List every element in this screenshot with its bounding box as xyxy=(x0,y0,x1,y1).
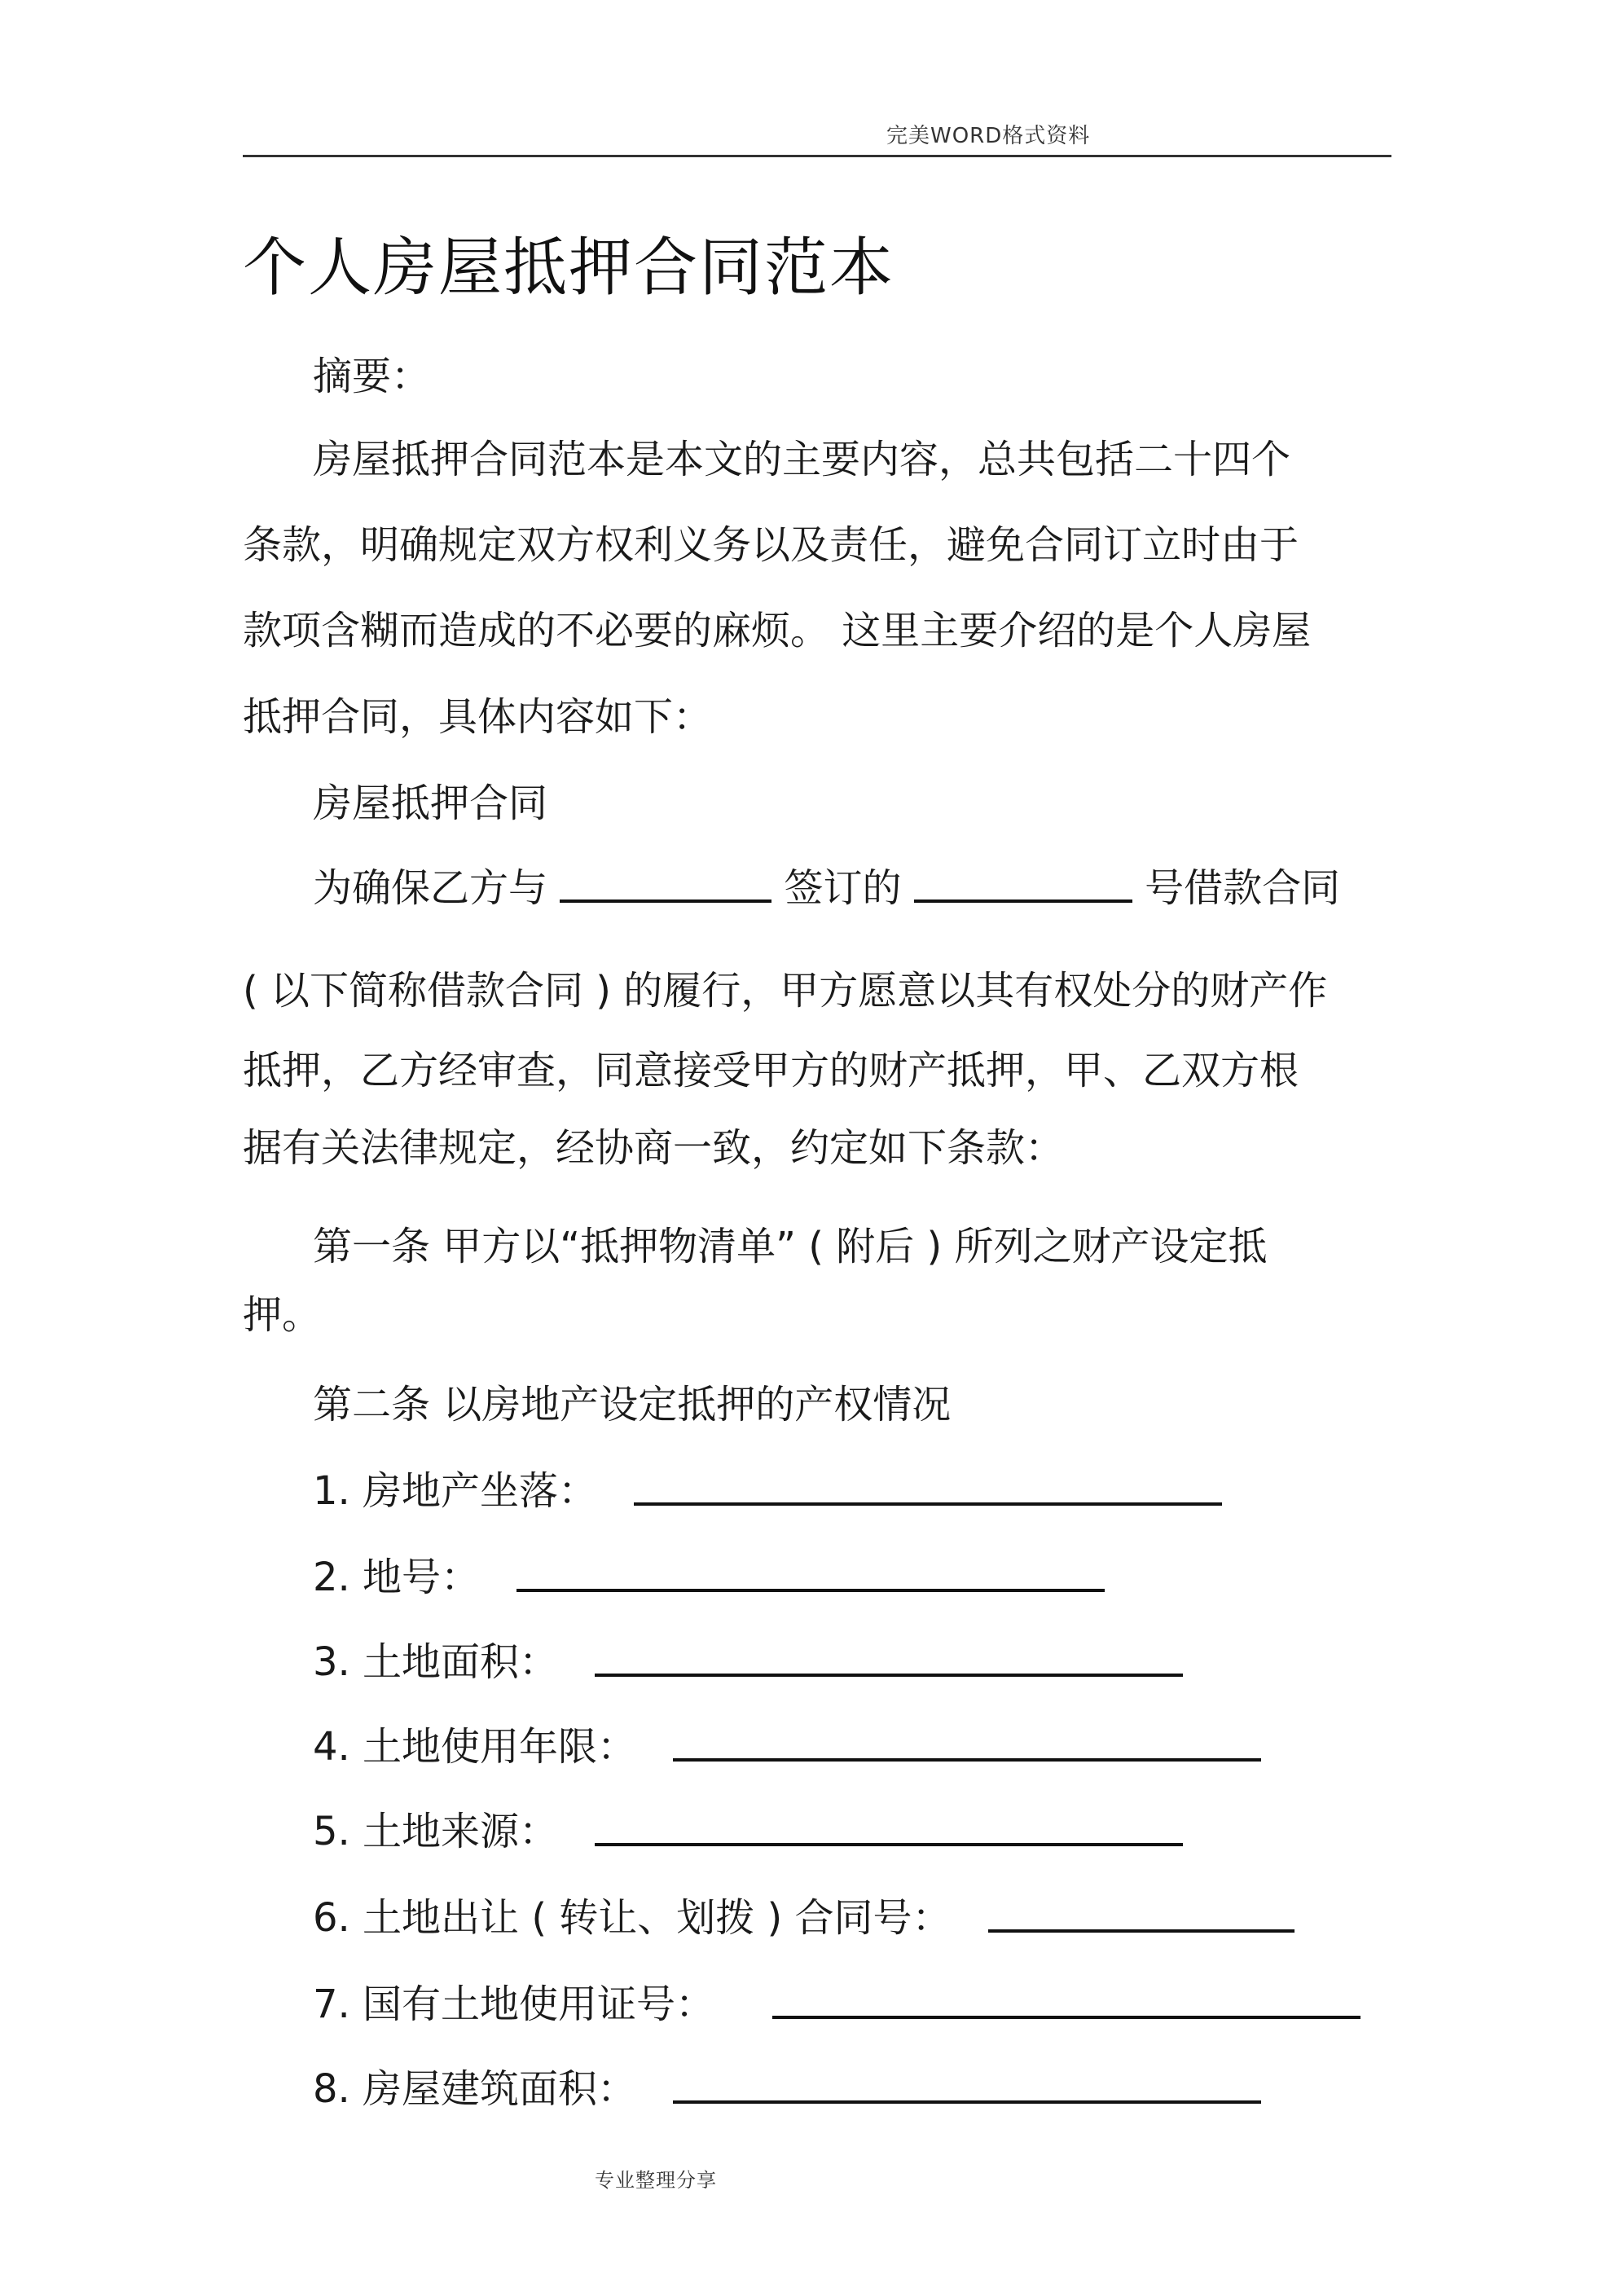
abstract-line: 条款，明确规定双方权利义务以及责任，避免合同订立时由于 xyxy=(243,522,1299,568)
field-label: 7. 国有土地使用证号： xyxy=(313,1982,715,2027)
field-label: 5. 土地来源： xyxy=(313,1809,559,1854)
field-row xyxy=(313,1639,1183,1685)
field-blank[interactable] xyxy=(595,1673,1183,1677)
field-row xyxy=(313,1982,1360,2027)
field-row xyxy=(313,1895,1295,1941)
intro-part3: 号借款合同 xyxy=(1145,865,1341,911)
article1-line: 第一条 甲方以“抵押物清单” ( 附后 ) 所列之财产设定抵 xyxy=(313,1224,1268,1269)
contract-number-blank[interactable] xyxy=(914,899,1132,903)
abstract-line: 抵押合同，具体内容如下： xyxy=(243,694,713,740)
field-row xyxy=(313,1724,1261,1770)
document-title: 个人房屋抵押合同范本 xyxy=(243,231,895,305)
field-row xyxy=(313,1809,1183,1854)
article2-heading: 第二条 以房地产设定抵押的产权情况 xyxy=(313,1382,952,1427)
contract-heading: 房屋抵押合同 xyxy=(313,781,548,826)
field-label: 8. 房屋建筑面积： xyxy=(313,2066,637,2112)
field-row xyxy=(313,1555,1105,1600)
article1-line: 押。 xyxy=(243,1292,322,1338)
page-header-label: 完美WORD格式资料 xyxy=(886,124,1091,148)
field-label: 3. 土地面积： xyxy=(313,1639,559,1685)
intro-line xyxy=(313,865,1341,911)
field-blank[interactable] xyxy=(673,1757,1261,1762)
field-label: 2. 地号： xyxy=(313,1555,481,1600)
intro-part2: 签订的 xyxy=(784,865,902,911)
field-blank[interactable] xyxy=(595,1842,1183,1846)
abstract-line: 房屋抵押合同范本是本文的主要内容，总共包括二十四个 xyxy=(313,437,1291,482)
field-row xyxy=(313,1468,1222,1514)
abstract-label: 摘要： xyxy=(313,354,431,399)
field-blank[interactable] xyxy=(772,2015,1360,2019)
intro-part1: 为确保乙方与 xyxy=(313,865,548,911)
intro-continuation-line: 抵押，乙方经审查，同意接受甲方的财产抵押，甲、乙双方根 xyxy=(243,1048,1299,1093)
intro-continuation-line: 据有关法律规定，经协商一致，约定如下条款： xyxy=(243,1125,1065,1171)
page-footer-label: 专业整理分享 xyxy=(595,2169,717,2192)
abstract-line: 款项含糊而造成的不必要的麻烦。 这里主要介绍的是个人房屋 xyxy=(243,608,1312,653)
field-blank[interactable] xyxy=(673,2100,1261,2104)
field-row xyxy=(313,2066,1261,2112)
field-label: 4. 土地使用年限： xyxy=(313,1724,637,1770)
field-blank[interactable] xyxy=(988,1929,1295,1933)
field-label: 6. 土地出让 ( 转让、划拨 ) 合同号： xyxy=(313,1895,952,1941)
intro-continuation-line: ( 以下简称借款合同 ) 的履行，甲方愿意以其有权处分的财产作 xyxy=(243,968,1328,1014)
field-blank[interactable] xyxy=(516,1588,1105,1592)
field-label: 1. 房地产坐落： xyxy=(313,1468,598,1514)
header-divider xyxy=(243,155,1391,157)
party-blank[interactable] xyxy=(560,899,771,903)
field-blank[interactable] xyxy=(634,1502,1222,1506)
